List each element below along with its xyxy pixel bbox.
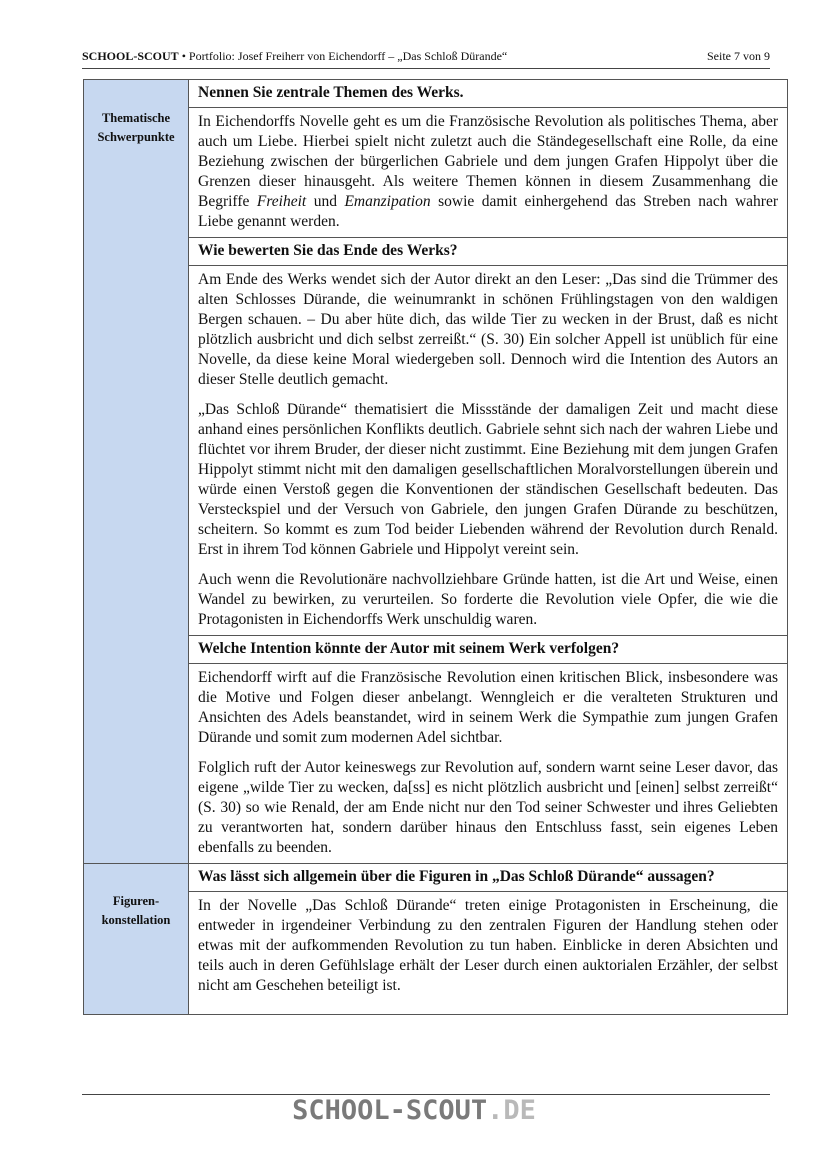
answer-text: In der Novelle „Das Schloß Dürande“ treten einige Protagonisten in Erscheinung, die entweder in irgendeiner Verbindung zu den zentralen Figuren der Handlung stehen oder etwas mit der aufkommenden Revolution zu tun haben. Einblicke in deren Absichten und teils auch in deren Gefühlslage erhält der Leser durch einen auktorialen Erzähler, der selbst nicht am Geschehen beteiligt ist. [198,897,778,994]
emphasis-term: Emanzipation [344,193,431,210]
header-divider [82,68,770,69]
question-heading: Welche Intention könnte der Autor mit seinem Werk verfolgen? [189,636,787,664]
section-label-figuren [84,864,188,930]
header-separator: • [181,49,186,63]
section-label-line: Figuren- [112,894,160,908]
answer-text [189,664,787,863]
question-heading: Was lässt sich allgemein über die Figuren in „Das Schloß Dürande“ aussagen? [189,864,787,892]
emphasis-term: Freiheit [256,193,307,210]
question-heading: Wie bewerten Sie das Ende des Werks? [189,238,787,266]
school-scout-logo [0,1095,828,1126]
section-label-cell-figuren [84,864,189,1015]
section-label-cell-themen [84,80,189,864]
section-label-line: Schwerpunkte [97,130,175,144]
page-number: Seite 7 von 9 [707,49,770,63]
answer-text [189,108,787,238]
section-content-themen [189,80,788,864]
section-row-themen [84,80,788,864]
content-table [83,79,788,1015]
section-row-figuren [84,864,788,1015]
answer-paragraph: Auch wenn die Revolutionäre nachvollziehbare Gründe hatten, ist die Art und Weise, einen Wandel zu bewirken, zu verurteilen. So forderte die Revolution viele Opfer, die wie die Protagonisten in Eichendorffs Werk unschuldig waren. [198,571,778,628]
section-content-figuren [189,864,788,1015]
answer-paragraph: Folglich ruft der Autor keineswegs zur Revolution auf, sondern warnt seine Leser davor, das eigene „wilde Tier zu wecken, da[ss] es nicht plötzlich ausbricht und [einen] selbst zerreißt“ (S. 30) so wie Renald, der am Ende nicht nur den Tod seiner Schwester und ihres Geliebten zu verantworten hat, sondern darüber hinaus den Entschluss fasst, sein eigenes Leben ebenfalls zu beenden. [198,759,778,856]
answer-segment: sowie damit einhergehend das Streben nach wahrer Liebe genannt werden. [198,193,779,230]
answer-segment: In Eichendorffs Novelle geht es um die Französische Revolution als politisches Thema, aber auch um Liebe. Hierbei spielt nicht zuletzt auch die Ständegesellschaft eine Rolle, da eine Beziehung zwischen der bürgerlichen Gabriele und dem jungen Grafen Hippolyt über die Grenzen dieser hinausgeht. Als weitere Themen können in diesem Zusammenhang die Begriffe [198,113,778,210]
logo-tld: .DE [487,1095,536,1126]
header-title-line [82,49,507,64]
answer-segment: und [306,193,345,210]
section-label-line: Thematische [101,111,171,125]
answer-text [189,266,787,636]
section-label-themen [84,80,188,147]
answer-paragraph: Eichendorff wirft auf die Französische Revolution einen kritischen Blick, insbesondere was die Motive und Folgen dieser anbelangt. Wenngleich er die veralteten Strukturen und Ansichten des Adels beanstandet, wird in seinem Werk die Sympathie zum jungen Grafen Dürande und somit zum modernen Adel sichtbar. [198,669,778,746]
question-heading: Nennen Sie zentrale Themen des Werks. [189,80,787,108]
section-label-line: konstellation [101,913,171,927]
answer-paragraph: Am Ende des Werks wendet sich der Autor direkt an den Leser: „Das sind die Trümmer des alten Schlosses Dürande, die weinumrankt in schönen Frühlingstagen von den waldigen Bergen schauen. – Du aber hüte dich, das wilde Tier zu wecken in der Brust, daß es nicht plötzlich ausbricht und dich selbst zerreißt.“ (S. 30) Ein solcher Appell ist unüblich für eine Novelle, da diese keine Moral wiedergeben soll. Dennoch wird die Intention des Autors an dieser Stelle deutlich gemacht. [198,271,778,388]
header-brand: SCHOOL-SCOUT [82,49,179,63]
logo-main: SCHOOL-SCOUT [292,1095,488,1126]
answer-paragraph: „Das Schloß Dürande“ thematisiert die Missstände der damaligen Zeit und macht diese anhand eines persönlichen Konflikts deutlich. Gabriele sehnt sich nach der wahren Liebe und flüchtet vor ihrem Bruder, der dieser nicht zustimmt. Eine Beziehung mit dem jungen Grafen Hippolyt stimmt nicht mit den damaligen gesellschaftlichen Moralvorstellungen überein und würde einen Verstoß gegen die Konventionen der ständischen Gesellschaft bedeuten. Das Versteckspiel und der Versuch von Gabriele, den jungen Grafen Dürande zu beschützen, scheitern. So kommt es zum Tod beider Liebenden während der Revolution durch Renald. Erst in ihrem Tod können Gabriele und Hippolyt vereint sein. [198,401,778,558]
header-title: Portfolio: Josef Freiherr von Eichendorff – „Das Schloß Dürande“ [188,49,508,63]
page-header [82,49,770,64]
